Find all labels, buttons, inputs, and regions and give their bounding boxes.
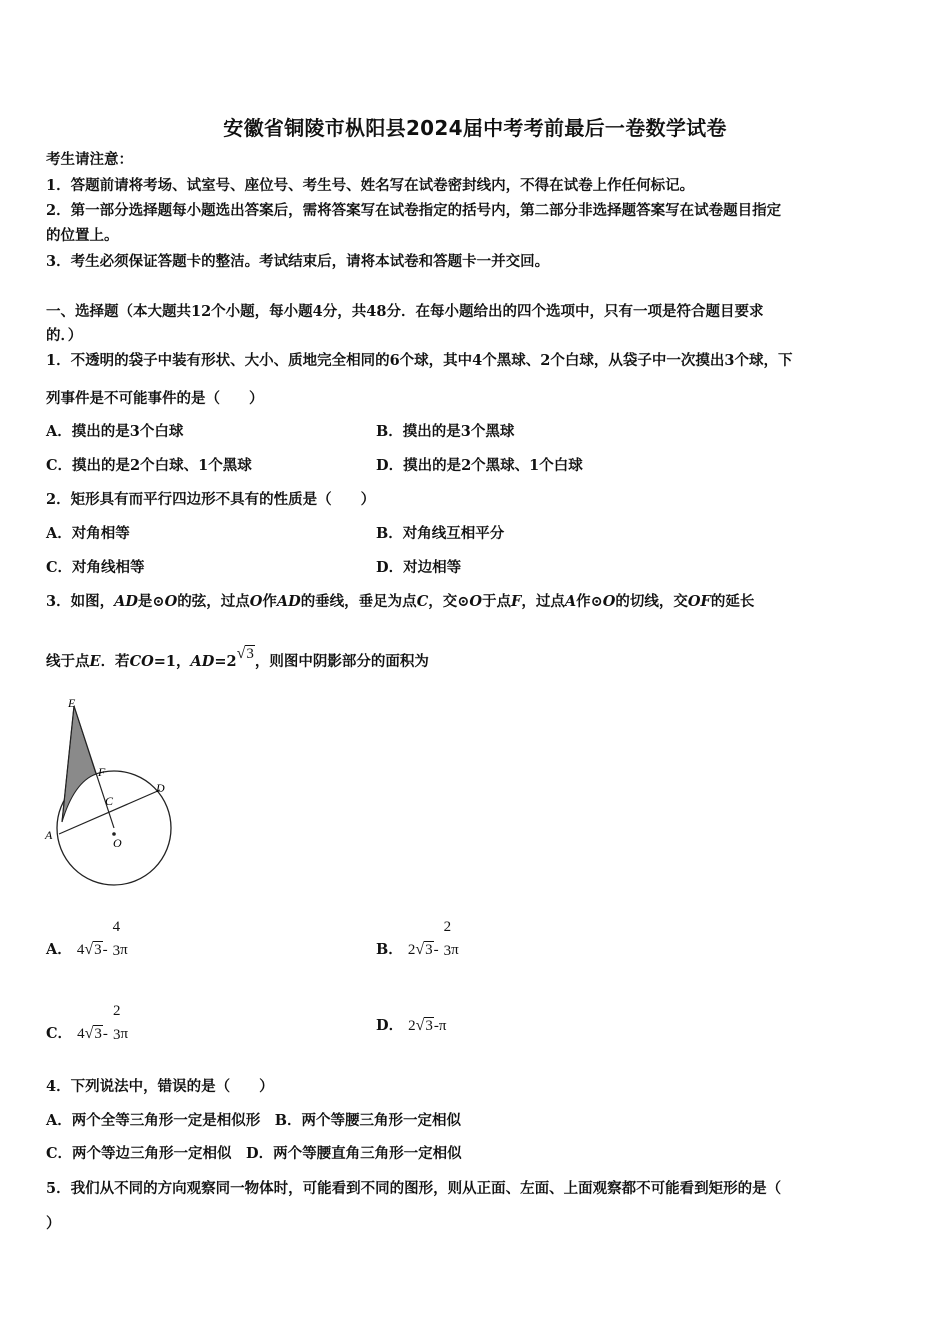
section-heading: 一、选择题（本大题共12个小题，每小题4分，共48分．在每小题给出的四个选项中，只有一项是符合题目要求	[46, 303, 764, 320]
q1-stem-cont: 列事件是不可能事件的是（ ）	[46, 390, 264, 407]
label-d: D	[156, 781, 165, 795]
fraction: 2 3	[112, 1003, 121, 1043]
q3-stem-cont: 线于点E．若CO=1，AD=2√3，则图中阴影部分的面积为	[46, 645, 429, 670]
q5-stem: 5．我们从不同的方向观察同一物体时，可能看到不同的图形，则从正面、左面、上面观察都不可能看到矩形的是（	[46, 1180, 782, 1197]
label-a: A	[45, 828, 53, 842]
notice-heading: 考生请注意：	[46, 151, 133, 168]
q3-option-c: C． 4√3- 2 3 π	[46, 1016, 128, 1052]
exam-title: 安徽省铜陵市枞阳县2024届中考考前最后一卷数学试卷	[223, 116, 727, 140]
q2-option-c: C．对角线相等	[46, 559, 145, 576]
fraction: 4 3	[112, 919, 121, 959]
q1-option-d: D．摸出的是2个黑球、1个白球	[376, 457, 583, 474]
q1-option-b: B．摸出的是3个黑球	[376, 423, 515, 440]
q3-option-a: A． 4√3- 4 3 π	[46, 932, 128, 968]
geometry-figure	[42, 694, 182, 894]
q2-stem: 2．矩形具有而平行四边形不具有的性质是（ ）	[46, 491, 376, 508]
fraction: 2 3	[443, 919, 452, 959]
notice-item-1: 1．答题前请将考场、试室号、座位号、考生号、姓名写在试卷密封线内，不得在试卷上作任何标记。	[46, 177, 695, 194]
notice-item-3: 3．考生必须保证答题卡的整洁。考试结束后，请将本试卷和答题卡一并交回。	[46, 253, 550, 270]
sqrt-3: √3	[236, 645, 254, 662]
q3-option-d: D． 2√3-π	[376, 1017, 447, 1034]
q5-stem-cont: ）	[46, 1215, 61, 1232]
notice-item-2-cont: 的位置上。	[46, 227, 119, 244]
section-heading-cont: 的．）	[46, 327, 83, 344]
shaded-region	[62, 706, 96, 822]
q4-options-ab: A．两个全等三角形一定是相似形 B．两个等腰三角形一定相似	[46, 1112, 462, 1129]
label-e: E	[68, 696, 76, 710]
label-o: O	[113, 836, 122, 850]
notice-item-2: 2．第一部分选择题每小题选出答案后，需将答案写在试卷指定的括号内，第二部分非选择题答案写在试卷题目指定	[46, 202, 782, 219]
q2-option-b: B．对角线互相平分	[376, 525, 505, 542]
q4-stem: 4．下列说法中，错误的是（ ）	[46, 1078, 274, 1095]
q4-options-cd: C．两个等边三角形一定相似 D．两个等腰直角三角形一定相似	[46, 1145, 462, 1162]
q1-option-c: C．摸出的是2个白球、1个黑球	[46, 457, 252, 474]
q3-option-b: B． 2√3- 2 3 π	[376, 932, 459, 968]
q1-option-a: A．摸出的是3个白球	[46, 423, 184, 440]
q1-stem: 1．不透明的袋子中装有形状、大小、质地完全相同的6个球，其中4个黑球、2个白球，从袋子中一次摸出3个球，下	[46, 352, 793, 369]
q2-option-a: A．对角相等	[46, 525, 130, 542]
q2-option-d: D．对边相等	[376, 559, 462, 576]
label-c: C	[105, 794, 114, 808]
q3-stem: 3．如图，AD是⊙O的弦，过点O作AD的垂线，垂足为点C，交⊙O于点F，过点A作⊙O的切线，交OF的延长	[46, 593, 755, 610]
label-f: F	[98, 765, 106, 779]
